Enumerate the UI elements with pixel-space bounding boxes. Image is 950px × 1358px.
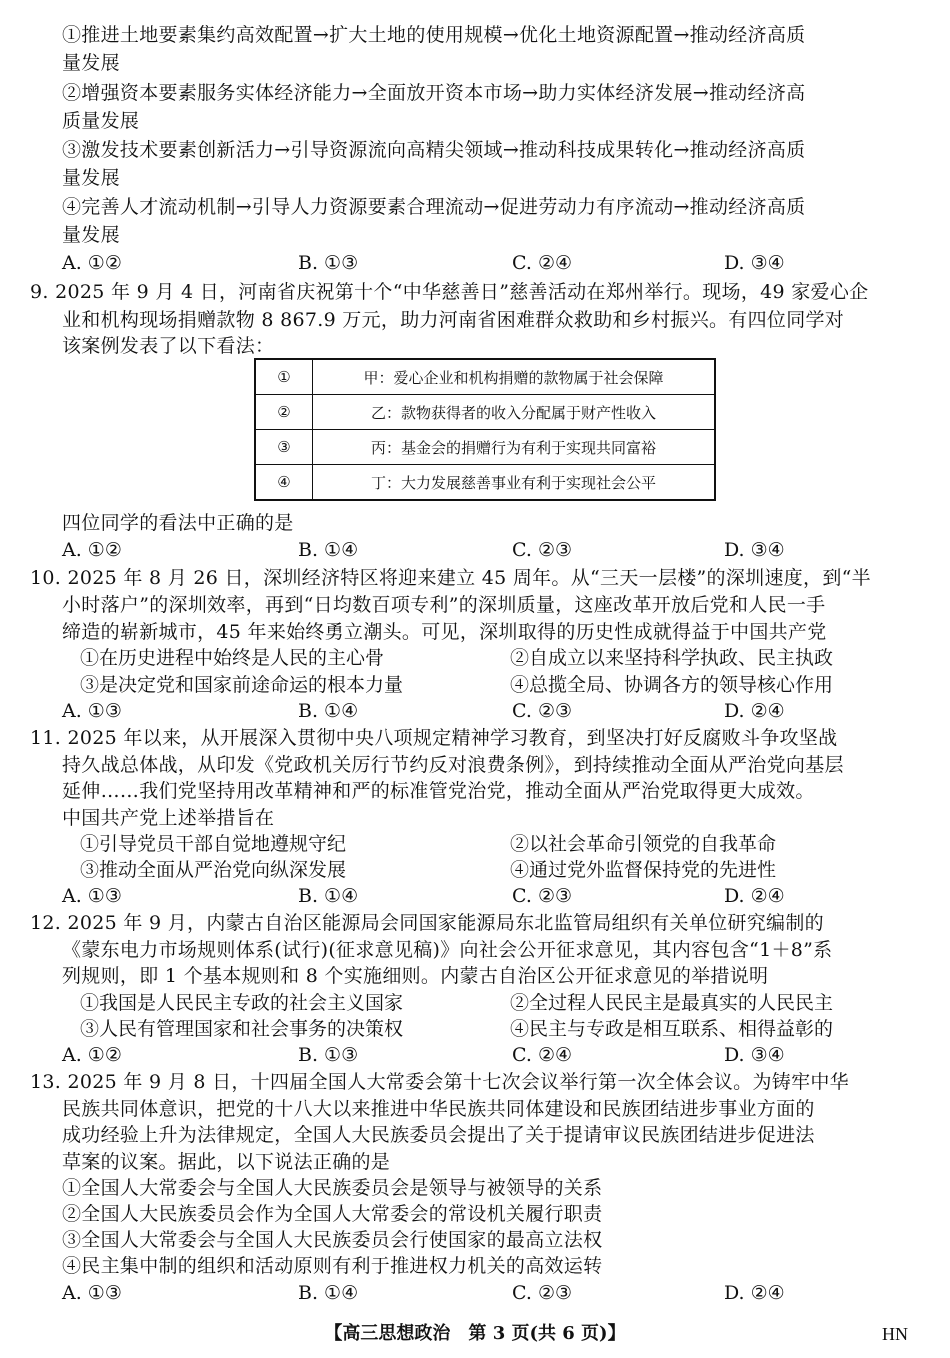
choice-a: A. ①③ — [62, 1282, 122, 1304]
q8-choices — [62, 250, 922, 276]
choice-a: A. ①② — [62, 1044, 122, 1066]
q13-stem-line-2: 民族共同体意识，把党的十八大以来推进中华民族共同体建设和民族团结进步事业方面的 — [62, 1098, 815, 1120]
choice-c: C. ②③ — [512, 1282, 573, 1304]
q11-options-row-1 — [80, 831, 922, 857]
q11-stem-line-1: 11. 2025 年以来，从开展深入贯彻中央八项规定精神学习教育，到坚决打好反腐败斗争攻坚战 — [30, 727, 838, 749]
option-3: ③是决定党和国家前途命运的根本力量 — [80, 674, 404, 696]
table-row — [255, 430, 715, 465]
option-2: ②以社会革命引领党的自我革命 — [510, 833, 777, 855]
q12-options-row-1 — [80, 990, 922, 1016]
q13-option-3: ③全国人大常委会与全国人大民族委员会行使国家的最高立法权 — [62, 1229, 603, 1251]
choice-d: D. ③④ — [724, 539, 785, 561]
q9-stem-line-3: 该案例发表了以下看法： — [62, 335, 275, 357]
choice-a: A. ①② — [62, 539, 122, 561]
table-row — [255, 395, 715, 430]
table-row — [255, 465, 715, 501]
choice-b: B. ①④ — [298, 885, 359, 907]
q11-choices — [62, 883, 922, 909]
option-1: ①我国是人民民主专政的社会主义国家 — [80, 992, 404, 1014]
option-1: ①引导党员干部自觉地遵规守纪 — [80, 833, 347, 855]
choice-a: A. ①③ — [62, 885, 122, 907]
row-number: ④ — [255, 465, 313, 501]
q12-stem-line-1: 12. 2025 年 9 月，内蒙古自治区能源局会同国家能源局东北监管局组织有关单位研究编制的 — [30, 912, 824, 934]
row-text: 甲：爱心企业和机构捐赠的款物属于社会保障 — [313, 359, 716, 395]
q12-choices — [62, 1042, 922, 1068]
q13-option-1: ①全国人大常委会与全国人大民族委员会是领导与被领导的关系 — [62, 1177, 603, 1199]
choice-c: C. ②③ — [512, 539, 573, 561]
choice-c: C. ②③ — [512, 885, 573, 907]
choice-c: C. ②③ — [512, 700, 573, 722]
q10-stem-line-3: 缔造的崭新城市，45 年来始终勇立潮头。可见，深圳取得的历史性成就得益于中国共产党 — [62, 621, 827, 643]
q9-stem-line-1: 9. 2025 年 9 月 4 日，河南省庆祝第十个“中华慈善日”慈善活动在郑州举行。现场，49 家爱心企 — [30, 281, 869, 303]
choice-a: A. ①② — [62, 252, 122, 274]
row-number: ③ — [255, 430, 313, 465]
q13-stem-line-4: 草案的议案。据此，以下说法正确的是 — [62, 1151, 391, 1173]
choice-b: B. ①③ — [298, 1044, 359, 1066]
row-text: 丙：基金会的捐赠行为有利于实现共同富裕 — [313, 430, 716, 465]
row-text: 丁：大力发展慈善事业有利于实现社会公平 — [313, 465, 716, 501]
option-2: ②全过程人民民主是最真实的人民民主 — [510, 992, 834, 1014]
choice-c: C. ②④ — [512, 252, 573, 274]
choice-b: B. ①③ — [298, 252, 359, 274]
choice-b: B. ①④ — [298, 539, 359, 561]
table-row — [255, 359, 715, 395]
q11-stem-line-3: 延伸……我们党坚持用改革精神和严的标准管党治党，推动全面从严治党取得更大成效。 — [62, 780, 815, 802]
option-1: ①在历史进程中始终是人民的主心骨 — [80, 647, 385, 669]
q8-option-4: ④完善人才流动机制→引导人力资源要素合理流动→促进劳动力有序流动→推动经济高质 — [62, 196, 806, 218]
option-3: ③推动全面从严治党向纵深发展 — [80, 859, 347, 881]
q9-question: 四位同学的看法中正确的是 — [62, 512, 294, 534]
option-4: ④总揽全局、协调各方的领导核心作用 — [510, 674, 834, 696]
q9-choices — [62, 537, 922, 563]
q10-stem-line-1: 10. 2025 年 8 月 26 日，深圳经济特区将迎来建立 45 周年。从“三天一层楼”的深圳速度，到“半 — [30, 567, 871, 589]
choice-d: D. ②④ — [724, 1282, 785, 1304]
choice-a: A. ①③ — [62, 700, 122, 722]
footer-code: HN — [882, 1324, 908, 1344]
q12-stem-line-2: 《蒙东电力市场规则体系(试行)(征求意见稿)》向社会公开征求意见，其内容包含“1＋8”系 — [62, 939, 833, 961]
q10-choices — [62, 698, 922, 724]
q8-option-3-cont: 量发展 — [62, 167, 120, 189]
q8-option-1-cont: 量发展 — [62, 52, 120, 74]
choice-b: B. ①④ — [298, 700, 359, 722]
q13-stem-line-1: 13. 2025 年 9 月 8 日，十四届全国人大常委会第十七次会议举行第一次全体会议。为铸牢中华 — [30, 1071, 849, 1093]
q8-option-2: ②增强资本要素服务实体经济能力→全面放开资本市场→助力实体经济发展→推动经济高 — [62, 82, 806, 104]
choice-b: B. ①④ — [298, 1282, 359, 1304]
footer-title: 【高三思想政治 第 3 页(共 6 页)】 — [324, 1323, 626, 1344]
option-4: ④通过党外监督保持党的先进性 — [510, 859, 777, 881]
row-number: ① — [255, 359, 313, 395]
option-4: ④民主与专政是相互联系、相得益彰的 — [510, 1018, 834, 1040]
choice-d: D. ③④ — [724, 1044, 785, 1066]
q13-choices — [62, 1280, 922, 1306]
q10-stem-line-2: 小时落户”的深圳效率，再到“日均数百项专利”的深圳质量，这座改革开放后党和人民一手 — [62, 594, 826, 616]
q13-option-2: ②全国人大民族委员会作为全国人大常委会的常设机关履行职责 — [62, 1203, 603, 1225]
option-2: ②自成立以来坚持科学执政、民主执政 — [510, 647, 834, 669]
q11-stem-line-4: 中国共产党上述举措旨在 — [62, 807, 275, 829]
page-footer — [0, 1321, 950, 1347]
q8-option-4-cont: 量发展 — [62, 224, 120, 246]
q9-views-table — [254, 358, 716, 501]
row-number: ② — [255, 395, 313, 430]
choice-d: D. ③④ — [724, 252, 785, 274]
q13-stem-line-3: 成功经验上升为法律规定，全国人大民族委员会提出了关于提请审议民族团结进步促进法 — [62, 1124, 815, 1146]
q8-option-2-cont: 质量发展 — [62, 110, 140, 132]
choice-d: D. ②④ — [724, 700, 785, 722]
q8-option-3: ③激发技术要素创新活力→引导资源流向高精尖领域→推动科技成果转化→推动经济高质 — [62, 139, 806, 161]
q9-stem-line-2: 业和机构现场捐赠款物 8 867.9 万元，助力河南省困难群众救助和乡村振兴。有四位同学对 — [62, 309, 845, 331]
q13-option-4: ④民主集中制的组织和活动原则有利于推进权力机关的高效运转 — [62, 1255, 603, 1277]
q10-options-row-2 — [80, 672, 922, 698]
q11-options-row-2 — [80, 857, 922, 883]
row-text: 乙：款物获得者的收入分配属于财产性收入 — [313, 395, 716, 430]
q8-option-1: ①推进土地要素集约高效配置→扩大土地的使用规模→优化土地资源配置→推动经济高质 — [62, 24, 806, 46]
option-3: ③人民有管理国家和社会事务的决策权 — [80, 1018, 404, 1040]
choice-d: D. ②④ — [724, 885, 785, 907]
q12-stem-line-3: 列规则，即 1 个基本规则和 8 个实施细则。内蒙古自治区公开征求意见的举措说明 — [62, 965, 769, 987]
choice-c: C. ②④ — [512, 1044, 573, 1066]
q12-options-row-2 — [80, 1016, 922, 1042]
q10-options-row-1 — [80, 645, 922, 671]
q11-stem-line-2: 持久战总体战，从印发《党政机关厉行节约反对浪费条例》，到持续推动全面从严治党向基层 — [62, 754, 844, 776]
